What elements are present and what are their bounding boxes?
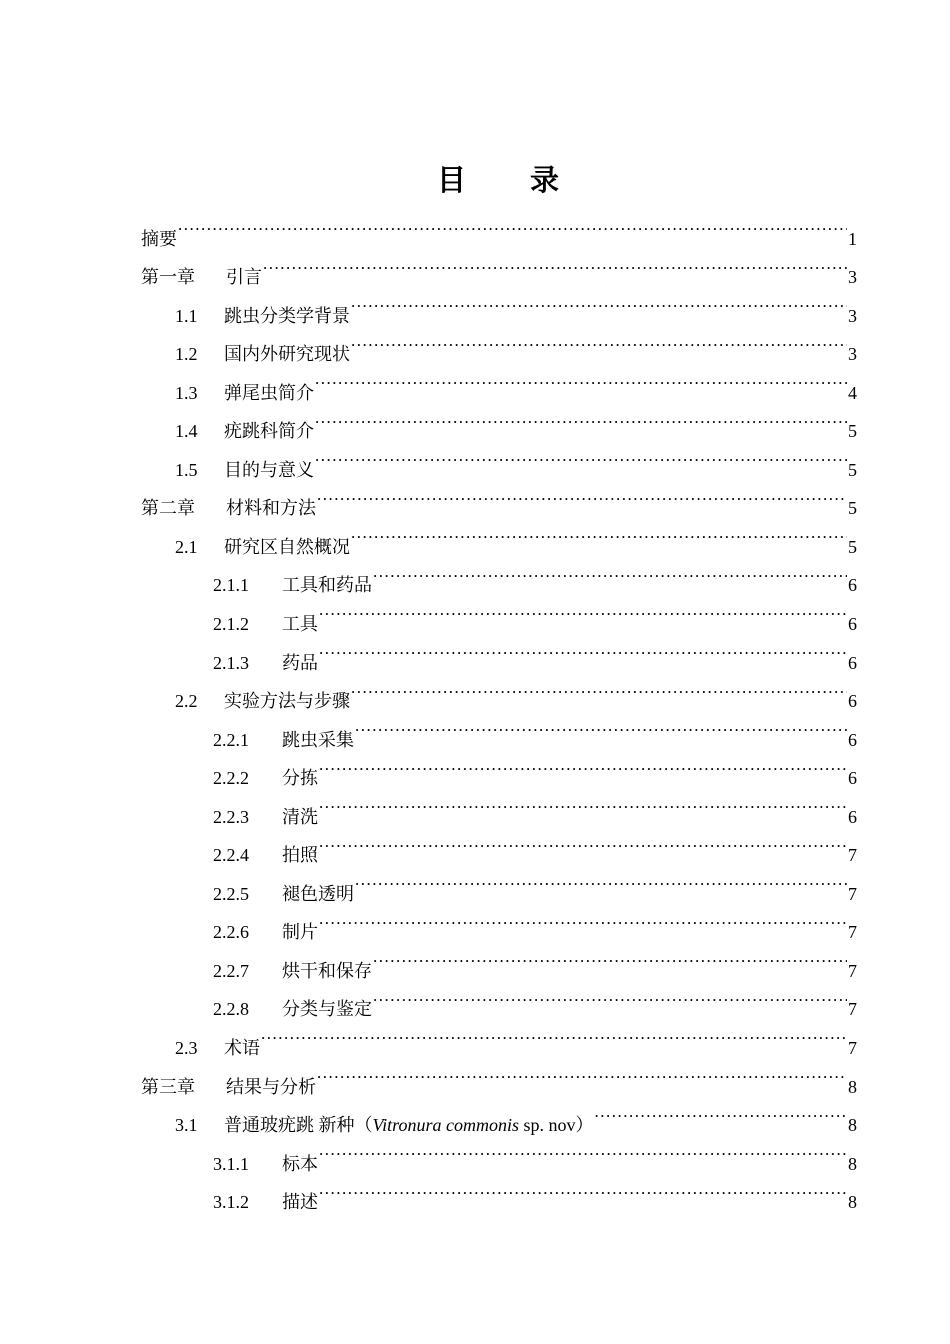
toc-entry-page: 8 xyxy=(848,1115,857,1136)
toc-entry-number: 3.1 xyxy=(175,1115,198,1136)
toc-entry-page: 5 xyxy=(848,459,857,480)
toc-entry-number: 2.2.4 xyxy=(213,845,249,866)
dot-leader xyxy=(354,861,847,900)
toc-entry-page: 7 xyxy=(848,960,857,981)
dot-leader xyxy=(350,283,847,322)
toc-entry-label: 研究区自然概况 xyxy=(224,536,350,557)
toc-entry-label: 工具和药品 xyxy=(282,575,372,596)
toc-entry-page: 3 xyxy=(848,305,857,326)
toc-entry-label: 拍照 xyxy=(282,845,318,866)
toc-entry-page: 6 xyxy=(848,652,857,673)
toc-entry-number: 2.2 xyxy=(175,691,198,712)
page-title: 目 录 xyxy=(436,165,561,197)
dot-leader xyxy=(318,900,847,939)
toc-entry-page: 7 xyxy=(848,883,857,904)
toc-entry-number: 2.2.8 xyxy=(213,999,249,1020)
species-name-italic: Vitronura commonis xyxy=(372,1115,519,1136)
toc-entry-page: 7 xyxy=(848,845,857,866)
toc-entry-label: 引言 xyxy=(226,267,262,288)
dot-leader xyxy=(314,360,847,399)
toc-entry-number: 2.1.2 xyxy=(213,614,249,635)
toc-entry-page: 5 xyxy=(848,421,857,442)
dot-leader xyxy=(318,630,847,669)
toc-entry-number: 2.1 xyxy=(175,536,198,557)
toc-entry-number: 第一章 xyxy=(141,267,195,288)
toc-entry-page: 8 xyxy=(848,1192,857,1213)
toc-entry-label: 普通玻疣跳 新种（Vitronura commonis sp. nov） xyxy=(224,1115,594,1136)
toc-entry-number: 2.2.7 xyxy=(213,960,249,981)
toc-entry-page: 7 xyxy=(848,922,857,943)
toc-entry-number: 3.1.2 xyxy=(213,1192,249,1213)
dot-leader xyxy=(316,1054,847,1093)
dot-leader xyxy=(318,746,847,785)
toc-entry-number: 2.2.1 xyxy=(213,729,249,750)
toc-entry-number: 2.1.1 xyxy=(213,575,249,596)
toc-entry-label: 实验方法与步骤 xyxy=(224,691,350,712)
dot-leader xyxy=(318,784,847,823)
toc-entry-page: 3 xyxy=(848,267,857,288)
toc-entry-page: 7 xyxy=(848,999,857,1020)
toc-entry-number: 2.2.5 xyxy=(213,883,249,904)
toc-entry-label: 材料和方法 xyxy=(226,498,316,519)
toc-entry-number: 1.1 xyxy=(175,305,198,326)
dot-leader xyxy=(318,823,847,862)
toc-entry-number: 1.5 xyxy=(175,459,198,480)
toc-entry-label: 分拣 xyxy=(282,768,318,789)
dot-leader xyxy=(372,938,847,977)
toc-entry-label: 跳虫分类学背景 xyxy=(224,305,350,326)
dot-leader xyxy=(594,1093,847,1132)
toc-entry-number: 2.3 xyxy=(175,1038,198,1059)
dot-leader xyxy=(260,1015,847,1054)
toc-entry-label: 国内外研究现状 xyxy=(224,344,350,365)
toc-entry-label: 术语 xyxy=(224,1038,260,1059)
toc-entry-number: 2.1.3 xyxy=(213,652,249,673)
dot-leader xyxy=(177,206,847,245)
dot-leader xyxy=(350,514,847,553)
dot-leader xyxy=(318,1131,847,1170)
toc-entry-page: 6 xyxy=(848,768,857,789)
toc-entry-page: 7 xyxy=(848,1038,857,1059)
dot-leader xyxy=(372,977,847,1016)
toc-entry-page: 5 xyxy=(848,498,857,519)
dot-leader xyxy=(314,437,847,476)
toc-entry-number: 3.1.1 xyxy=(213,1153,249,1174)
dot-leader xyxy=(318,591,847,630)
toc-entry-label: 工具 xyxy=(282,614,318,635)
dot-leader xyxy=(350,669,847,708)
toc-entry[interactable] xyxy=(141,206,857,249)
dot-leader xyxy=(314,399,847,438)
toc-entry[interactable] xyxy=(141,245,857,288)
toc-entry-page: 8 xyxy=(848,1076,857,1097)
toc-entry-page: 3 xyxy=(848,344,857,365)
dot-leader xyxy=(316,476,847,515)
toc-entry-page: 5 xyxy=(848,536,857,557)
toc-entry-page: 6 xyxy=(848,614,857,635)
toc-entry-page: 4 xyxy=(848,382,857,403)
toc-entry-label: 弹尾虫简介 xyxy=(224,382,314,403)
toc-entry-number: 2.2.2 xyxy=(213,768,249,789)
dot-leader xyxy=(350,322,847,361)
dot-leader xyxy=(354,707,847,746)
toc-entry-label: 描述 xyxy=(282,1192,318,1213)
dot-leader xyxy=(372,553,847,592)
toc-entry-page: 1 xyxy=(848,228,857,249)
dot-leader xyxy=(262,245,847,284)
toc-entry-label: 烘干和保存 xyxy=(282,960,372,981)
toc-entry-label: 标本 xyxy=(282,1153,318,1174)
toc-entry-number: 第二章 xyxy=(141,498,195,519)
toc-entry-page: 8 xyxy=(848,1153,857,1174)
toc-entry-number: 第三章 xyxy=(141,1076,195,1097)
toc-entry-label: 跳虫采集 xyxy=(282,729,354,750)
toc-entry-label: 褪色透明 xyxy=(282,883,354,904)
dot-leader xyxy=(318,1170,847,1209)
toc-entry-label: 摘要 xyxy=(141,228,177,249)
toc-entry-page: 6 xyxy=(848,729,857,750)
toc-entry-label: 目的与意义 xyxy=(224,459,314,480)
toc-entry-page: 6 xyxy=(848,575,857,596)
toc-entry-label: 清洗 xyxy=(282,806,318,827)
toc-entry-number: 1.4 xyxy=(175,421,198,442)
toc-entry-number: 2.2.6 xyxy=(213,922,249,943)
toc-entry-label: 结果与分析 xyxy=(226,1076,316,1097)
toc-list xyxy=(141,206,857,1213)
toc-entry-label: 制片 xyxy=(282,922,318,943)
toc-entry-page: 6 xyxy=(848,691,857,712)
toc-entry-number: 2.2.3 xyxy=(213,806,249,827)
toc-entry-label: 分类与鉴定 xyxy=(282,999,372,1020)
toc-entry-number: 1.3 xyxy=(175,382,198,403)
toc-entry-page: 6 xyxy=(848,806,857,827)
toc-entry-number: 1.2 xyxy=(175,344,198,365)
toc-entry-label: 疣跳科简介 xyxy=(224,421,314,442)
toc-entry-label: 药品 xyxy=(282,652,318,673)
